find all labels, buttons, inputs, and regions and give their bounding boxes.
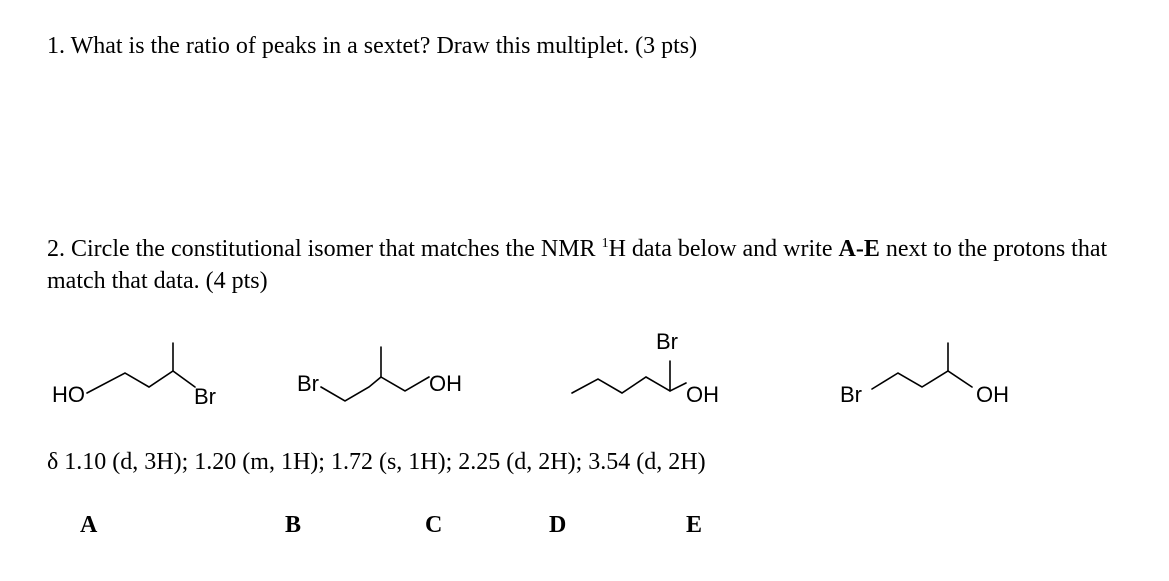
bold-range-label: A-E [838,236,880,262]
molecule-3-skeleton [572,325,762,415]
molecule-2-chain [321,377,429,401]
molecule-1-skeleton [47,325,237,415]
molecule-2-atom-br: Br [297,371,319,396]
label-d: D [549,512,567,538]
molecule-4-skeleton [840,325,1030,415]
molecule-4-structure[interactable] [840,325,1030,420]
question-2-text-mid: data below and write [625,236,839,262]
molecule-1-chain [87,371,195,393]
nucleus-symbol: H [608,236,626,262]
question-2 [47,228,1157,297]
question-1: 1. What is the ratio of peaks in a sextet? Draw this multiplet. (3 pts) [47,33,698,59]
molecule-2-structure[interactable] [297,325,487,420]
nmr-data: δ 1.10 (d, 3H); 1.20 (m, 1H); 1.72 (s, 1H); 2.25 (d, 2H); 3.54 (d, 2H) [47,449,706,475]
label-b: B [285,512,302,538]
label-c: C [425,512,443,538]
molecule-4-atom-br: Br [840,382,862,407]
nucleus-mass-superscript: 1 [601,236,609,251]
molecule-4-atom-oh: OH [976,382,1009,407]
molecule-2-skeleton [297,325,487,415]
molecule-3-atom-br: Br [656,329,678,354]
molecule-4-chain [872,371,972,389]
molecule-1-atom-br: Br [194,384,216,409]
label-e: E [686,512,703,538]
molecule-3-atom-oh: OH [686,382,719,407]
molecule-1-atom-ho: HO [52,382,85,407]
molecule-3-structure[interactable] [572,325,762,420]
question-2-text-before: 2. Circle the constitutional isomer that matches the NMR [47,236,602,262]
question-2-text-after: next to the protons that match that data. (4 pts) [47,236,1108,294]
molecule-1-structure[interactable] [47,325,237,420]
molecule-3-chain [572,377,686,393]
molecule-2-atom-oh: OH [429,371,462,396]
label-a: A [80,512,98,538]
